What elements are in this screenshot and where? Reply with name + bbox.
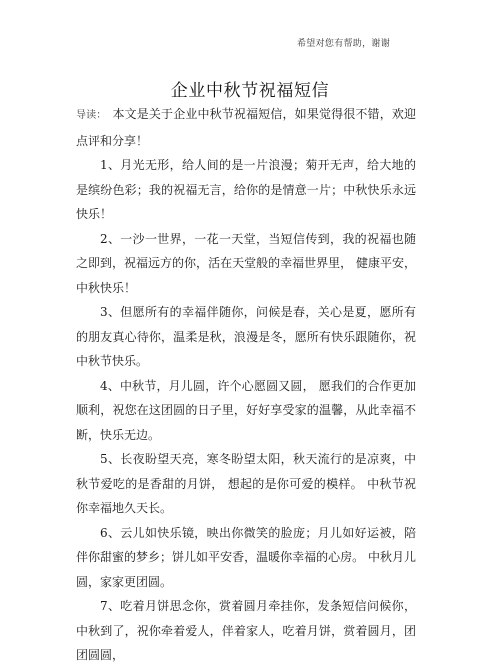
intro-paragraph [76, 102, 416, 153]
paragraph-1: 1、月光无形，给人间的是一片浪漫；菊开无声，给大地的是缤纷色彩；我的祝福无言，给你的是情意一片；中秋快乐永远快乐！ [76, 158, 416, 221]
header-note: 希望对您有帮助，谢谢 [297, 39, 391, 49]
paragraph-7: 7、吃着月饼思念你，赏着圆月牵挂你，发条短信问候你，中秋到了，祝你牵着爱人，伴着家人，吃着月饼，赏着圆月，团团圆圆， [76, 599, 416, 662]
paragraph-2: 2、一沙一世界，一花一天堂，当短信传到，我的祝福也随之即到，祝福远方的你，活在天堂般的幸福世界里， 健康平安，中秋快乐！ [76, 231, 416, 295]
paragraph-6: 6、云儿如快乐镜，映出你微笑的脸庞；月儿如好运被，陪伴你甜蜜的梦乡；饼儿如平安香，温暖你幸福的心房。 中秋月儿圆，家家更团圆。 [76, 525, 416, 589]
intro-label: 导读： [76, 110, 107, 121]
paragraph-4: 4、中秋节，月儿圆，许个心愿圆又圆， 愿我们的合作更加顺利，祝您在这团圆的日子里，好好享受家的温馨，从此幸福不断，快乐无边。 [76, 378, 416, 442]
page-title: 企业中秋节祝福短信 [170, 81, 330, 101]
intro-text: 本文是关于企业中秋节祝福短信，如果觉得很不错，欢迎点评和分享！ [76, 107, 416, 148]
paragraph-5: 5、长夜盼望天亮，寒冬盼望太阳，秋天流行的是凉爽，中秋节爱吃的是香甜的月饼， 想起的是你可爱的模样。 中秋节祝你幸福地久天长。 [76, 452, 416, 515]
article-body [76, 102, 416, 668]
paragraph-3: 3、但愿所有的幸福伴随你，问候是春，关心是夏，愿所有的朋友真心待你，温柔是秋，浪漫是冬，愿所有快乐跟随你，祝中秋节快乐。 [76, 305, 416, 368]
